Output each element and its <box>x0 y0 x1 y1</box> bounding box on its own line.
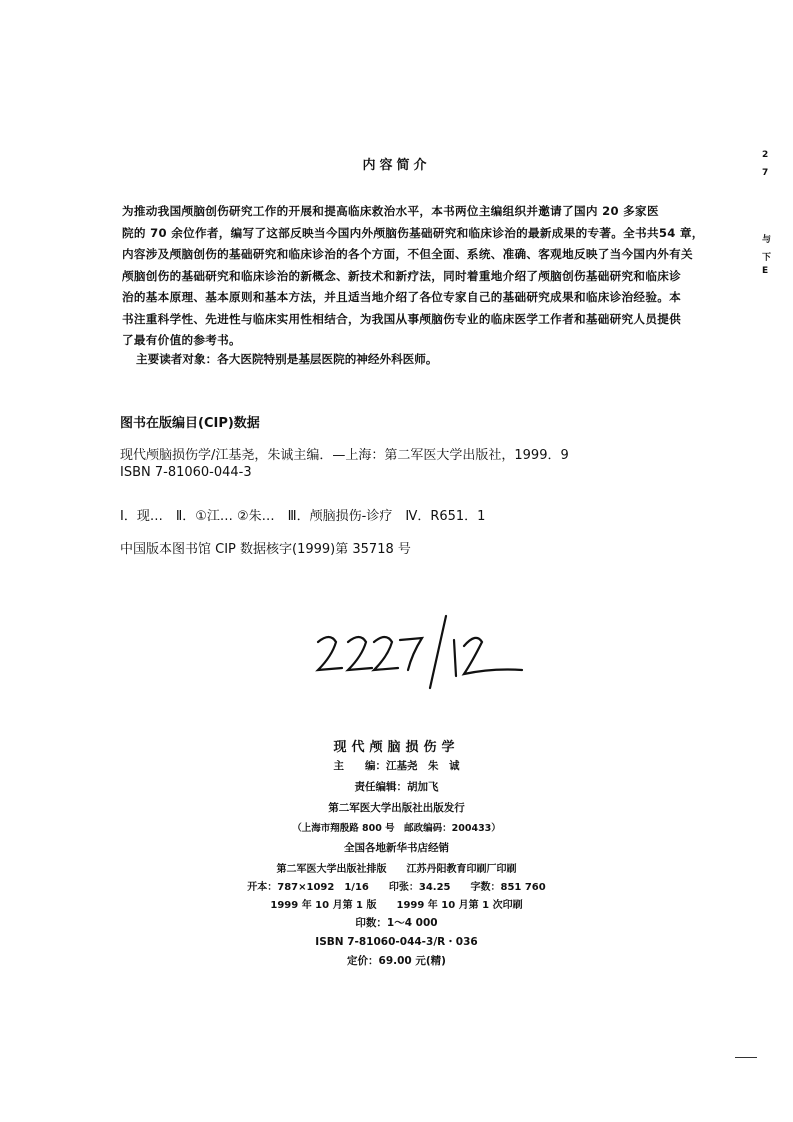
intro-line: 颅脑创伤的基础研究和临床诊治的新概念、新技术和新疗法，同时着重地介绍了颅脑创伤基础研究和临床诊 <box>122 268 682 283</box>
colophon-editors: 主 编：江基尧 朱 诚 <box>333 760 460 772</box>
margin-mark: 与 <box>762 235 772 245</box>
margin-mark: E <box>762 266 769 276</box>
colophon-printing: 第二军医大学出版社排版 江苏丹阳教育印刷厂印刷 <box>276 864 517 875</box>
colophon-print-run: 印数：1～4 000 <box>355 917 438 929</box>
intro-line: 治的基本原理、基本原则和基本方法，并且适当地介绍了各位专家自己的基础研究成果和临床诊治经验。本 <box>122 290 682 304</box>
colophon-price: 定价：69.00 元(精) <box>347 955 446 967</box>
intro-line: 内容涉及颅脑创伤的基础研究和临床诊治的各个方面，不但全面、系统、准确、客观地反映了当今国内外有关 <box>122 247 693 261</box>
margin-mark: 下 <box>762 253 772 263</box>
margin-mark: 7 <box>762 168 769 178</box>
intro-title: 内容简介 <box>362 158 431 173</box>
colophon-title: 现代颅脑损伤学 <box>333 740 460 755</box>
colophon-isbn: ISBN 7-81060-044-3/R・036 <box>315 936 478 948</box>
intro-line: 了最有价值的参考书。 <box>122 333 241 347</box>
cip-title-line: 现代颅脑损伤学/江基尧，朱诚主编．—上海：第二军医大学出版社，1999．9 <box>120 448 569 463</box>
intro-paragraph <box>122 201 704 352</box>
colophon-address: （上海市翔殷路 800 号 邮政编码：200433） <box>292 823 501 834</box>
colophon-distributor: 全国各地新华书店经销 <box>344 842 449 854</box>
colophon-publisher: 第二军医大学出版社出版发行 <box>328 802 465 814</box>
cip-isbn: ISBN 7-81060-044-3 <box>120 465 252 480</box>
target-readers: 主要读者对象：各大医院特别是基层医院的神经外科医师。 <box>136 352 438 366</box>
colophon-format: 开本：787×1092 1/16 印张：34.25 字数：851 760 <box>247 882 546 893</box>
cip-number: 中国版本图书馆 CIP 数据核字(1999)第 35718 号 <box>120 542 411 557</box>
margin-mark: 2 <box>762 150 769 160</box>
colophon-edition: 1999 年 10 月第 1 版 1999 年 10 月第 1 次印刷 <box>270 900 523 911</box>
colophon-editor-in-charge: 责任编辑：胡加飞 <box>354 781 439 793</box>
intro-line: 院的 70 余位作者，编写了这部反映当今国内外颅脑伤基础研究和临床诊治的最新成果的专著。全书共54 章， <box>122 225 704 240</box>
intro-line: 为推动我国颅脑创伤研究工作的开展和提高临床救治水平，本书两位主编组织并邀请了国内 20 多家医 <box>122 204 659 218</box>
cip-classification: Ⅰ．现… Ⅱ．①江… ②朱… Ⅲ．颅脑损伤-诊疗 Ⅳ．R651．1 <box>120 509 486 524</box>
handwriting-drawing <box>312 612 532 692</box>
scan-artifact-line <box>735 1057 757 1058</box>
intro-line: 书注重科学性、先进性与临床实用性相结合，为我国从事颅脑伤专业的临床医学工作者和基础研究人员提供 <box>122 311 682 326</box>
handwritten-call-number <box>312 612 532 696</box>
cip-heading: 图书在版编目(CIP)数据 <box>120 416 260 431</box>
